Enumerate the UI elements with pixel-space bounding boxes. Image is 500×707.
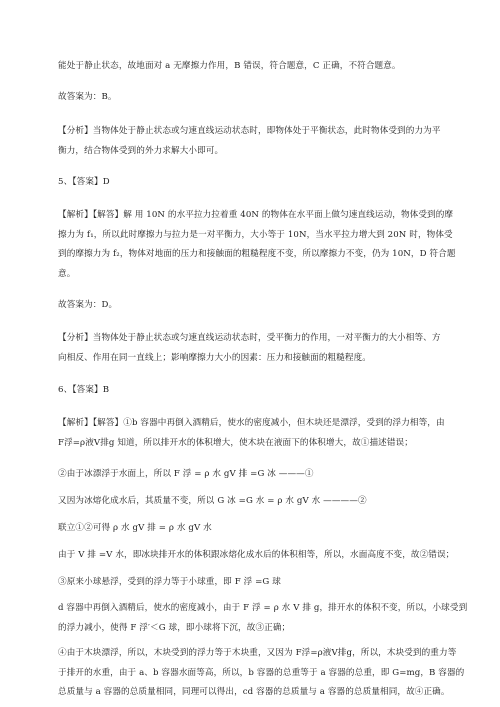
text-line: 故答案为：B。 [58, 92, 117, 102]
text-line: 衡力，结合物体受到的外力求解大小即可。 [58, 145, 224, 156]
question-6-answer [58, 381, 453, 401]
text-line: 联立①②可得 ρ 水 gV 排 = ρ 水 gV 水 [58, 523, 212, 533]
text-line: ②由于冰漂浮于水面上，所以 F 浮 = ρ 水 gV 排 =G 冰 ———① [58, 469, 314, 479]
paragraph-continuation [58, 57, 453, 77]
step-4 [58, 644, 465, 703]
solution-paragraph [58, 414, 453, 453]
text-line: 6、【答案】B [58, 385, 110, 395]
text-line: ③原来小球悬浮，受到的浮力等于小球重，即 F 浮 =G 球 [58, 577, 281, 587]
step-3 [58, 573, 453, 593]
text-line: 由于 V 排 =V 水，即冰块排开水的体积跟冰熔化成水后的体积相等，所以，水面高度不变，故②错误； [58, 550, 455, 560]
answer-line [58, 88, 453, 108]
text-line: 又因为冰熔化成水后，其质量不变，所以 G 冰 =G 水 = ρ 水 gV 水 ————② [58, 496, 367, 506]
solution-paragraph [58, 206, 456, 284]
text-line: 故答案为：D。 [58, 300, 118, 310]
step-2-combine [58, 519, 453, 539]
text-line: 能处于静止状态，故地面对 a 无摩擦力作用，B 错误，符合题意，C 正确，不符合题意。 [58, 61, 401, 71]
text-line: F浮=ρ液V排g 知道，所以排开水的体积增大，使木块在液面下的体积增大，故①描述错误； [58, 437, 413, 448]
text-line: 意。 [58, 268, 76, 279]
text-line: 【分析】当物体处于静止状态或匀速直线运动状态时，受平衡力的作用，一对平衡力的大小相等、方 [58, 333, 441, 343]
step-2-cont [58, 492, 453, 512]
text-line: 【分析】当物体处于静止状态或匀速直线运动状态时，即物体处于平衡状态，此时物体受到的力为平 [58, 126, 441, 136]
text-line: ④由于木块漂浮，所以，木块受到的浮力等于木块重，又因为 F浮=ρ液V排g，所以，木块受到的重力等 [58, 648, 457, 658]
step-2 [58, 465, 453, 485]
text-line: 的浮力减小，使得 F 浮′＜G 球，即小球将下沉，故③正确； [58, 622, 291, 633]
question-5-answer [58, 173, 453, 193]
text-line: d 容器中再倒入酒精后，使水的密度减小，由于 F 浮 = ρ 水 V 排 g，排开水的体积不变，所以，小球受到 [58, 603, 468, 613]
analysis-paragraph [58, 329, 453, 368]
text-line: 总质量与 a 容器的总质量相同，同理可以得出，cd 容器的总质量与 a 容器的总质量相同，故④正确。 [58, 687, 450, 697]
answer-line [58, 296, 453, 316]
step-2-conclusion [58, 546, 453, 566]
text-line: 5、【答案】D [58, 177, 110, 187]
step-3-cont [58, 599, 468, 638]
text-line: 【解析】【解答】解 用 10N 的水平拉力拉着重 40N 的物体在水平面上做匀速直线运动，物体受到的摩 [58, 210, 454, 220]
text-line: 向相反、作用在同一直线上；影响摩擦力大小的因素：压力和接触面的粗糙程度。 [58, 352, 371, 363]
text-line: 擦力为 f₁，所以此时摩擦力与拉力是一对平衡力，大小等于 10N，当水平拉力增大到 20N 时，物体受 [58, 229, 453, 240]
text-line: 【解析】【解答】①b 容器中再倒入酒精后，使水的密度减小，但木块还是漂浮，受到的浮力相等，由 [58, 418, 445, 428]
text-line: 到的摩擦力为 f₂，物体对地面的压力和接触面的粗糙程度不变，所以摩擦力不变，仍为 10N，D 符合题 [58, 249, 456, 259]
analysis-paragraph [58, 122, 453, 161]
text-line: 于排开的水重，由于 a、b 容器水面等高，所以，b 容器的总重等于 a 容器的总重，即 G=mg，B 容器的 [58, 667, 465, 678]
